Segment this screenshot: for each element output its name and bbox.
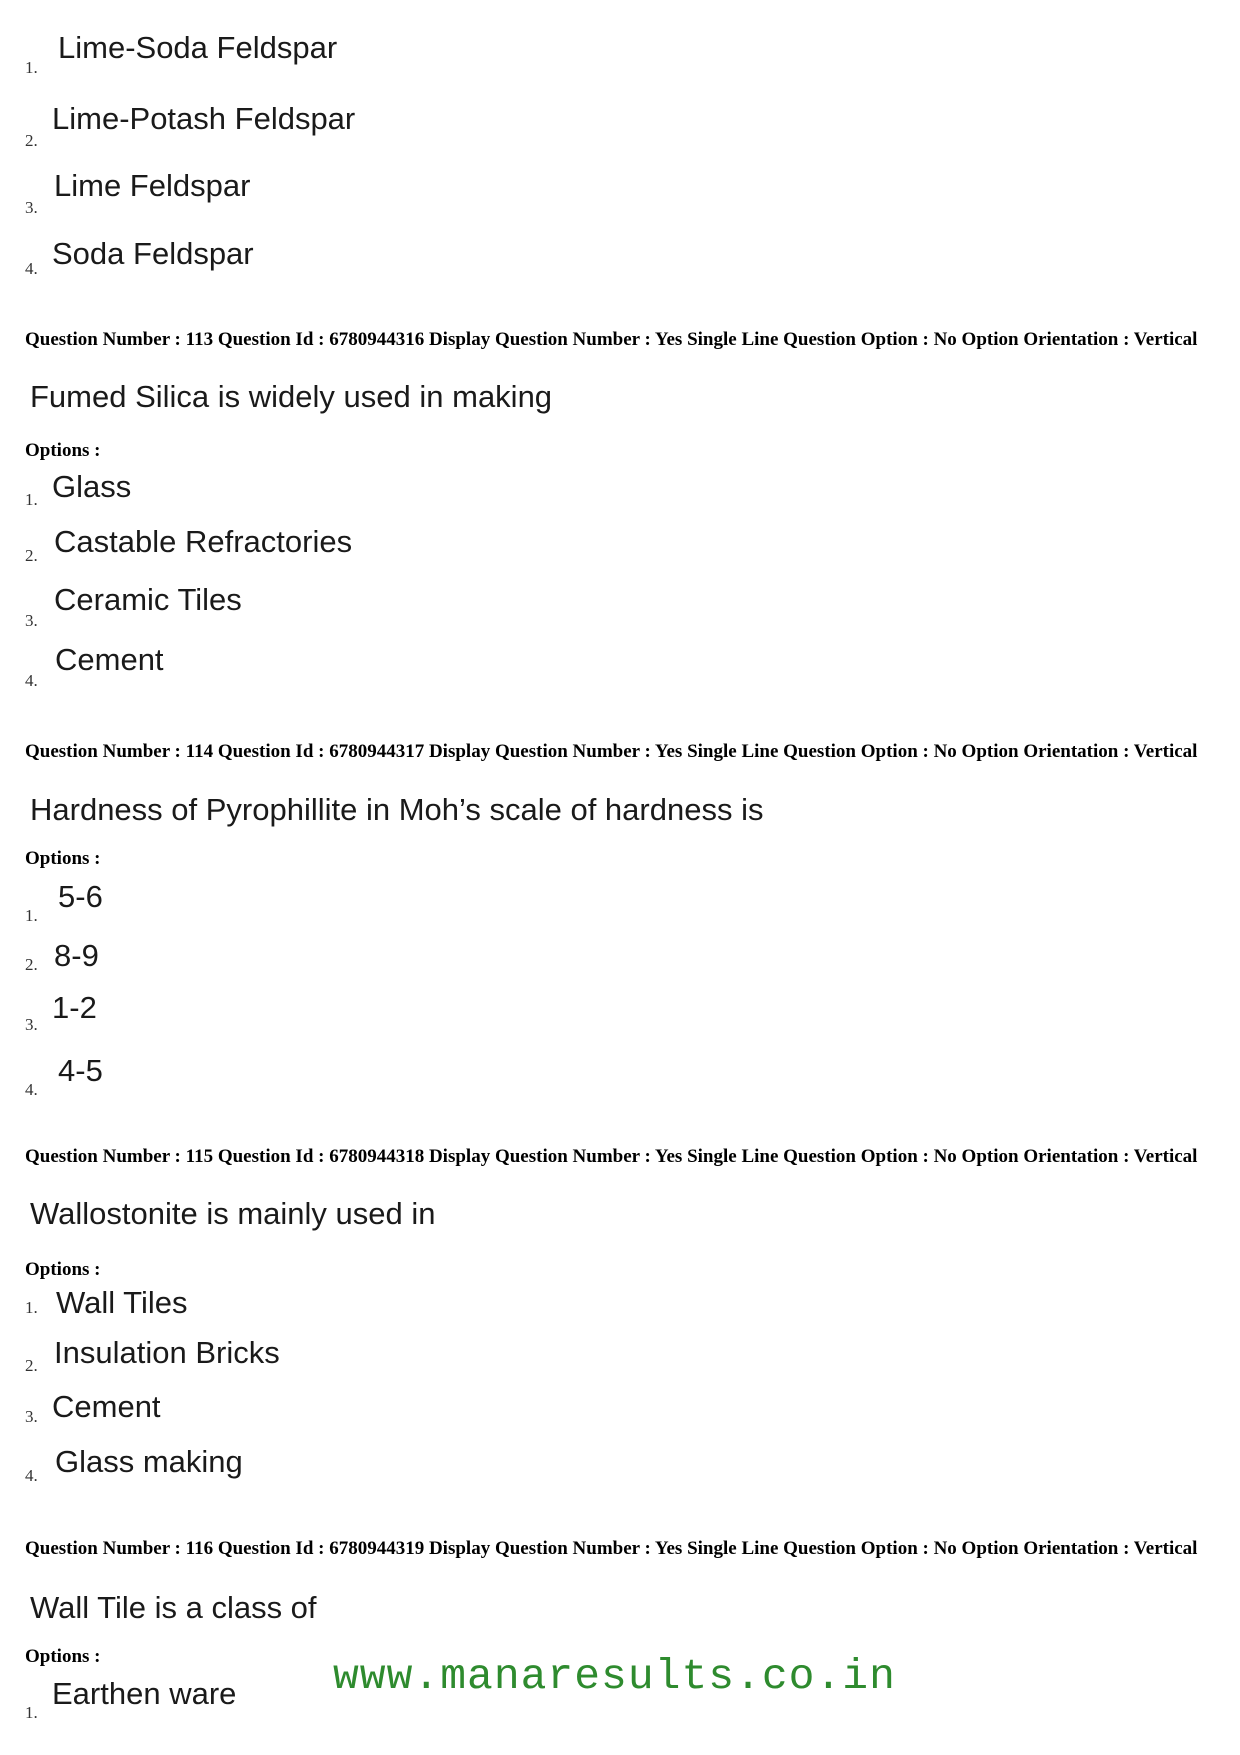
option-number: 1.: [25, 906, 38, 925]
option-text: Lime-Potash Feldspar: [52, 101, 356, 136]
option-number: 4.: [25, 259, 38, 278]
option-number: 3.: [25, 611, 38, 630]
question-meta: Question Number : 116 Question Id : 6780944319 Display Question Number : Yes Single Line Question Option : No Option Orientation : Vertical: [25, 1538, 1198, 1559]
question-text: Wallostonite is mainly used in: [30, 1196, 436, 1231]
question-text: Fumed Silica is widely used in making: [30, 379, 553, 414]
option-number: 4.: [25, 1080, 38, 1099]
option-number: 3.: [25, 1407, 38, 1426]
option-text: 1-2: [52, 990, 97, 1025]
option-text: Earthen ware: [52, 1676, 237, 1711]
question-meta: Question Number : 115 Question Id : 6780944318 Display Question Number : Yes Single Line Question Option : No Option Orientation : Vertical: [25, 1146, 1198, 1167]
option-text: Glass: [52, 469, 132, 504]
option-text: Wall Tiles: [56, 1285, 188, 1320]
watermark-url: www.manaresults.co.in: [333, 1652, 896, 1701]
option-number: 2.: [25, 955, 38, 974]
option-number: 4.: [25, 1466, 38, 1485]
option-number: 2.: [25, 546, 38, 565]
option-text: Lime Feldspar: [54, 168, 251, 203]
option-number: 3.: [25, 1015, 38, 1034]
options-label: Options :: [25, 848, 101, 869]
option-number: 2.: [25, 1356, 38, 1375]
option-number: 2.: [25, 131, 38, 150]
option-text: Cement: [55, 642, 164, 677]
question-text: Hardness of Pyrophillite in Moh’s scale of hardness is: [30, 792, 764, 827]
option-text: Cement: [52, 1389, 161, 1424]
option-text: 4-5: [58, 1053, 103, 1088]
option-number: 1.: [25, 1298, 38, 1317]
option-text: 5-6: [58, 879, 103, 914]
question-meta: Question Number : 114 Question Id : 6780944317 Display Question Number : Yes Single Line Question Option : No Option Orientation : Vertical: [25, 741, 1198, 762]
option-text: Soda Feldspar: [52, 236, 254, 271]
question-meta: Question Number : 113 Question Id : 6780944316 Display Question Number : Yes Single Line Question Option : No Option Orientation : Vertical: [25, 329, 1198, 350]
options-label: Options :: [25, 1259, 101, 1280]
options-label: Options :: [25, 440, 101, 461]
option-number: 4.: [25, 671, 38, 690]
options-label: Options :: [25, 1646, 101, 1667]
option-text: Castable Refractories: [54, 524, 353, 559]
option-number: 1.: [25, 58, 38, 77]
option-text: Insulation Bricks: [54, 1335, 280, 1370]
option-text: Ceramic Tiles: [54, 582, 242, 617]
option-number: 1.: [25, 490, 38, 509]
question-text: Wall Tile is a class of: [30, 1590, 317, 1625]
option-text: 8-9: [54, 938, 99, 973]
option-text: Glass making: [55, 1444, 243, 1479]
option-text: Lime-Soda Feldspar: [58, 30, 338, 65]
option-number: 3.: [25, 198, 38, 217]
option-number: 1.: [25, 1703, 38, 1722]
